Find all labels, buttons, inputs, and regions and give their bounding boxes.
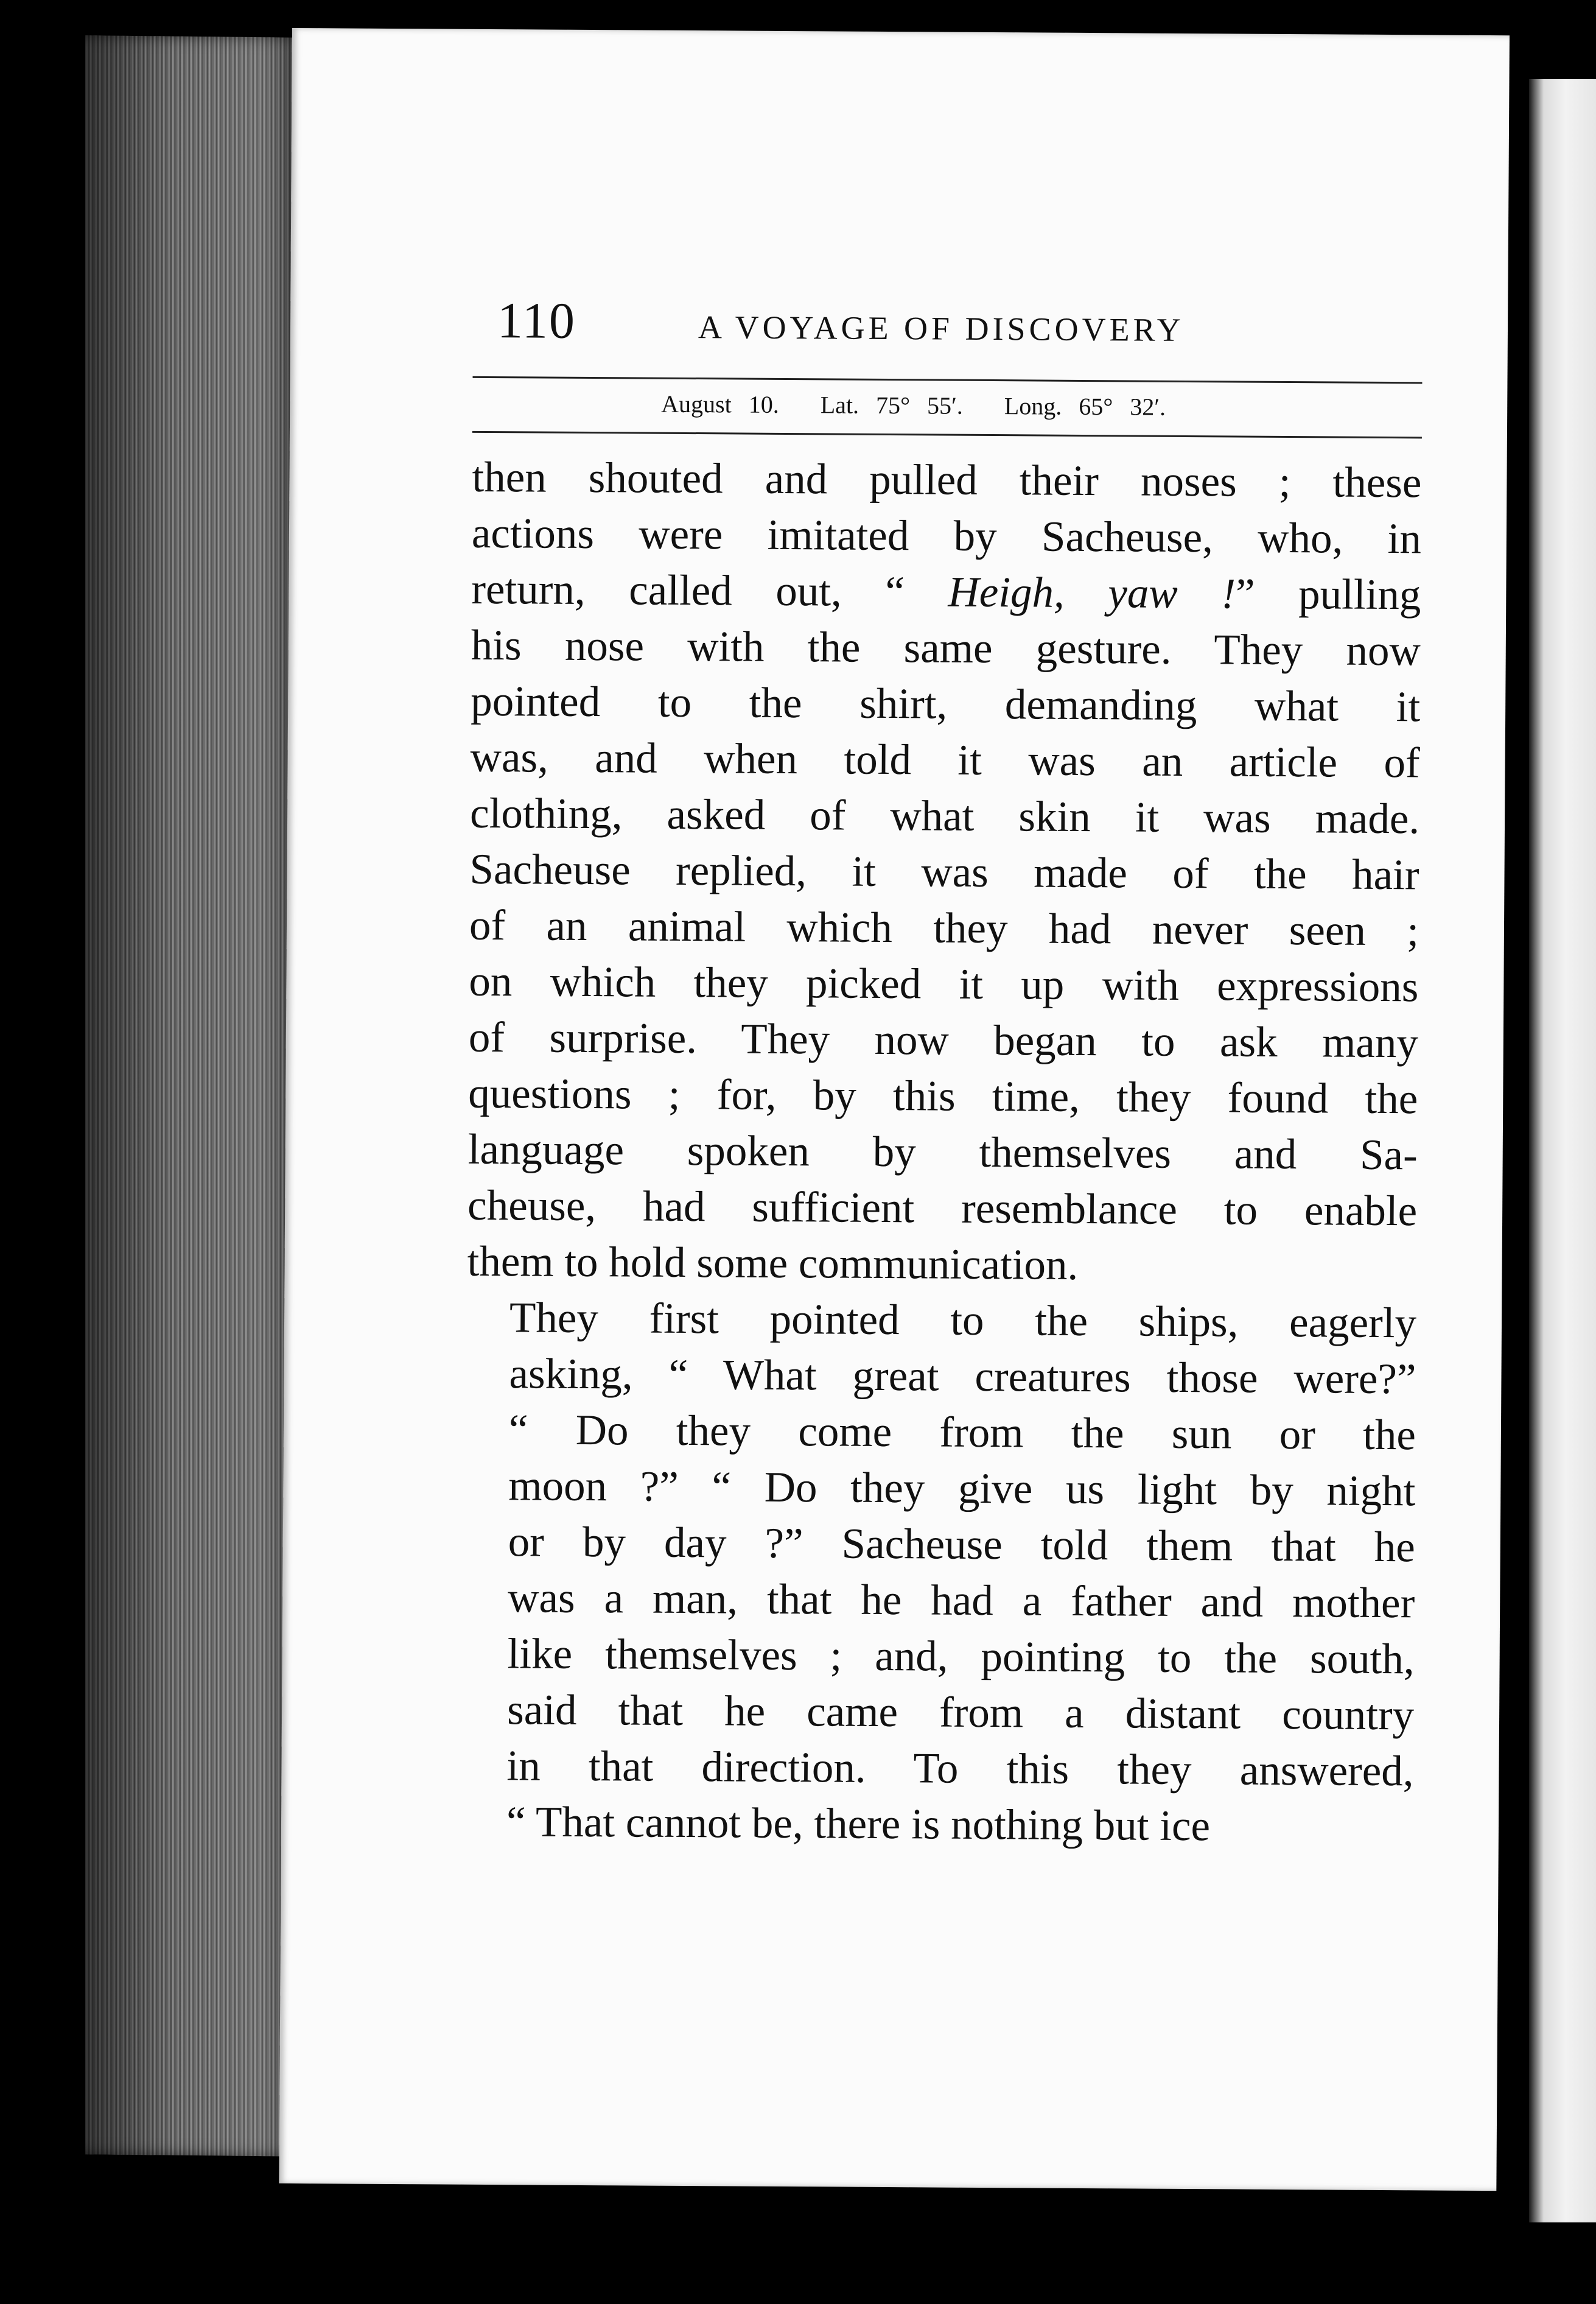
text-line: Sacheuse replied, it was made of the hair	[469, 845, 1419, 899]
text-line: actions were imitated by Sacheuse, who, in	[471, 509, 1422, 563]
text-line: moon ?” “ Do they give us light by night	[508, 1462, 1416, 1516]
dateline-longitude: Long. 65° 32′.	[1004, 392, 1166, 421]
text-line: They first pointed to the ships, eagerly	[509, 1294, 1417, 1347]
text-line: his nose with the same gesture. They now	[471, 621, 1421, 675]
text-run: ” pulling	[1235, 570, 1421, 619]
header-rule-bottom	[472, 431, 1422, 439]
dateline-date: August 10.	[661, 390, 779, 418]
text-line: was a man, that he had a father and mother	[508, 1574, 1415, 1628]
text-line: them to hold some communication.	[467, 1237, 1079, 1289]
body-text	[464, 449, 1422, 1855]
running-head	[497, 291, 1460, 382]
text-line: like themselves ; and, pointing to the south,	[507, 1630, 1415, 1684]
text-line: pointed to the shirt, demanding what it	[471, 677, 1421, 731]
text-line: asking, “ What great creatures those were?”	[509, 1350, 1416, 1403]
running-title: A VOYAGE OF DISCOVERY	[698, 309, 1185, 348]
text-line: questions ; for, by this time, they found the	[468, 1069, 1418, 1123]
text-line: on which they picked it up with expressions	[469, 957, 1419, 1011]
text-line: or by day ?” Sacheuse told them that he	[508, 1518, 1416, 1572]
facing-page-edge	[1529, 79, 1596, 2222]
italic-text-run: Heigh, yaw !	[948, 568, 1236, 618]
dateline-latitude: Lat. 75° 55′.	[820, 391, 963, 420]
page-edges-shade	[85, 35, 304, 2157]
text-line: “ That cannot be, there is nothing but ice	[506, 1798, 1211, 1850]
text-line: cheuse, had sufficient resemblance to enable	[467, 1181, 1418, 1235]
text-line: of an animal which they had never seen ;	[469, 901, 1419, 955]
text-line: of surprise. They now began to ask many	[468, 1013, 1419, 1067]
dateline	[661, 390, 1190, 421]
paragraph	[464, 1290, 1417, 1856]
text-run: return, called out, “	[471, 565, 948, 616]
text-line: then shouted and pulled their noses ; these	[472, 453, 1422, 507]
page-number: 110	[497, 292, 576, 349]
book-page	[279, 28, 1510, 2191]
paragraph	[467, 449, 1421, 1296]
text-line: in that direction. To this they answered,	[506, 1742, 1414, 1796]
text-line: language spoken by themselves and Sa-	[467, 1125, 1418, 1179]
text-line: “ Do they come from the sun or the	[508, 1406, 1416, 1459]
text-line: said that he came from a distant country	[506, 1686, 1415, 1740]
text-line: was, and when told it was an article of	[470, 733, 1420, 787]
text-line: clothing, asked of what skin it was made.	[469, 789, 1420, 843]
text-line	[471, 561, 1421, 623]
